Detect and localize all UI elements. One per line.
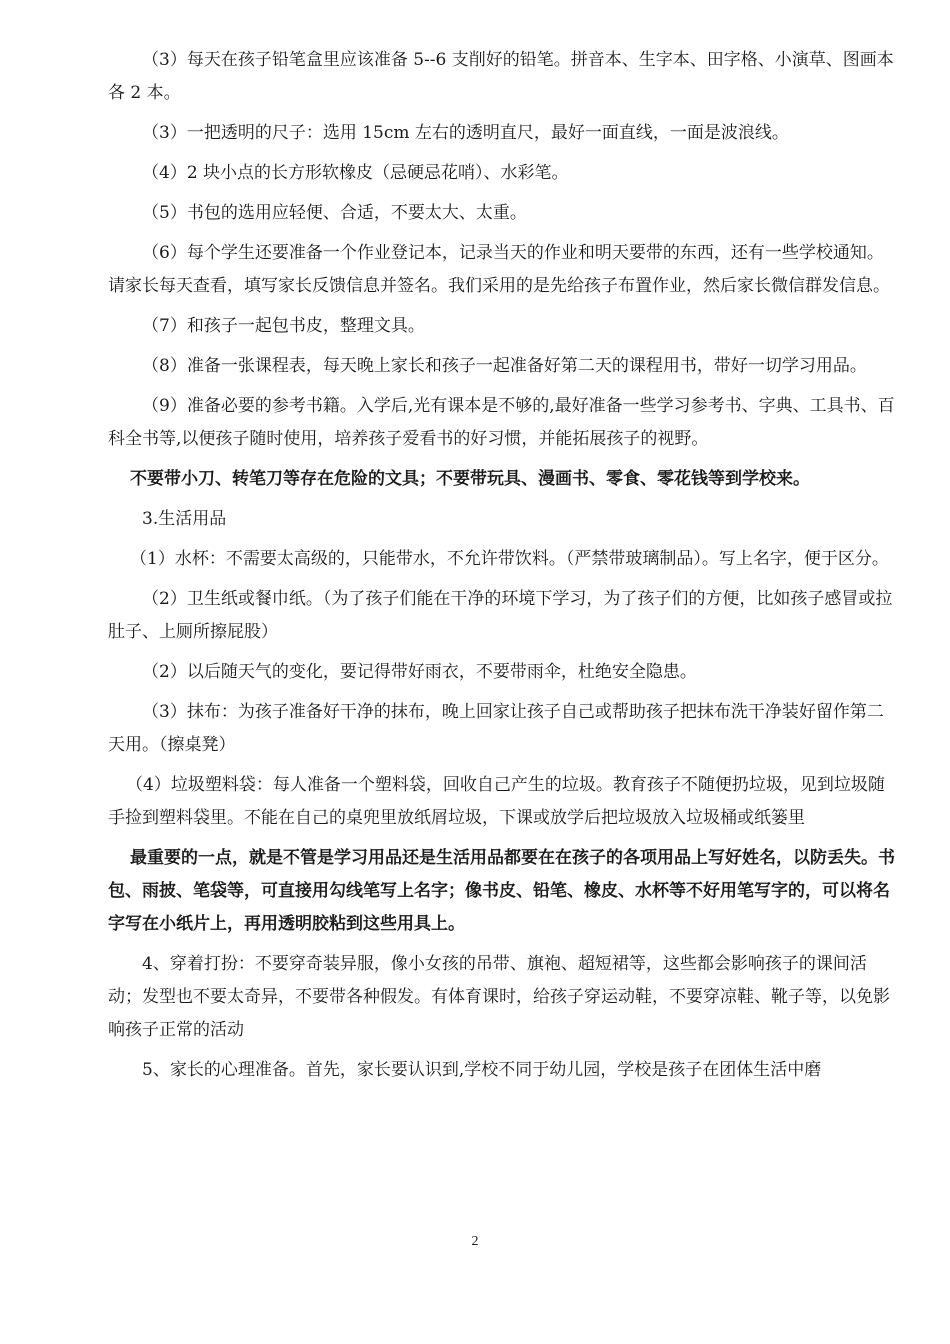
paragraph-tissue: （2）卫生纸或餐巾纸。（为了孩子们能在干净的环境下学习，为了孩子们的方便，比如孩子感冒或拉肚子、上厕所擦屁股） [108, 589, 893, 642]
paragraph-reference-books: （9）准备必要的参考书籍。入学后,光有课本是不够的,最好准备一些学习参考书、字典、工具书、百科全书等,以便孩子随时使用，培养孩子爱看书的好习惯，并能拓展孩子的视野。 [108, 396, 895, 449]
paragraph-timetable: （8）准备一张课程表，每天晚上家长和孩子一起准备好第二天的课程用书，带好一切学习用品。 [142, 356, 867, 376]
paragraph-cloth: （3）抹布：为孩子准备好干净的抹布，晚上回家让孩子自己或帮助孩子把抹布洗干净装好留作第二天用。（擦桌凳） [108, 702, 884, 755]
paragraph-clothing: 4、穿着打扮：不要穿奇装异服，像小女孩的吊带、旗袍、超短裙等，这些都会影响孩子的课间活动；发型也不要太奇异，不要带各种假发。有体育课时，给孩子穿运动鞋，不要穿凉鞋、靴子等，以免影响孩子正常的活动 [108, 954, 890, 1040]
page-number: 2 [471, 1234, 479, 1249]
paragraph-pencil-supplies: （3）每天在孩子铅笔盒里应该准备 5--6 支削好的铅笔。拼音本、生字本、田字格、小演草、图画本各 2 本。 [108, 50, 894, 103]
paragraph-book-covers: （7）和孩子一起包书皮，整理文具。 [142, 316, 425, 336]
paragraph-schoolbag: （5）书包的选用应轻便、合适，不要太大、太重。 [142, 203, 527, 223]
paragraph-ruler: （3）一把透明的尺子：选用 15cm 左右的透明直尺，最好一面直线，一面是波浪线。 [142, 123, 789, 143]
paragraph-parent-mindset: 5、家长的心理准备。首先，家长要认识到,学校不同于幼儿园，学校是孩子在团体生活中磨 [142, 1060, 822, 1080]
section-heading-daily-supplies: 3.生活用品 [142, 509, 227, 529]
paragraph-trash-bag: （4）垃圾塑料袋：每人准备一个塑料袋，回收自己产生的垃圾。教育孩子不随便扔垃圾，见到垃圾随手捡到塑料袋里。不能在自己的桌兜里放纸屑垃圾，下课或放学后把垃圾放入垃圾桶或纸篓里 [108, 775, 885, 828]
paragraph-raincoat: （2）以后随天气的变化，要记得带好雨衣，不要带雨伞，杜绝安全隐患。 [142, 662, 697, 682]
paragraph-name-labels: 最重要的一点，就是不管是学习用品还是生活用品都要在在孩子的各项用品上写好姓名，以防丢失。书包、雨披、笔袋等，可直接用勾线笔写上名字；像书皮、铅笔、橡皮、水杯等不好用笔写字的，可以将名字写在小纸片上，再用透明胶粘到这些用具上。 [108, 848, 895, 934]
paragraph-water-cup: （1）水杯：不需要太高级的，只能带水，不允许带饮料。（严禁带玻璃制品）。写上名字，便于区分。 [130, 549, 889, 569]
paragraph-prohibited-items: 不要带小刀、转笔刀等存在危险的文具；不要带玩具、漫画书、零食、零花钱等到学校来。 [130, 469, 810, 489]
paragraph-eraser: （4）2 块小点的长方形软橡皮（忌硬忌花哨）、水彩笔。 [142, 163, 569, 183]
paragraph-homework-notebook: （6）每个学生还要准备一个作业登记本，记录当天的作业和明天要带的东西，还有一些学校通知。请家长每天查看，填写家长反馈信息并签名。我们采用的是先给孩子布置作业，然后家长微信群发信息。 [108, 243, 890, 296]
